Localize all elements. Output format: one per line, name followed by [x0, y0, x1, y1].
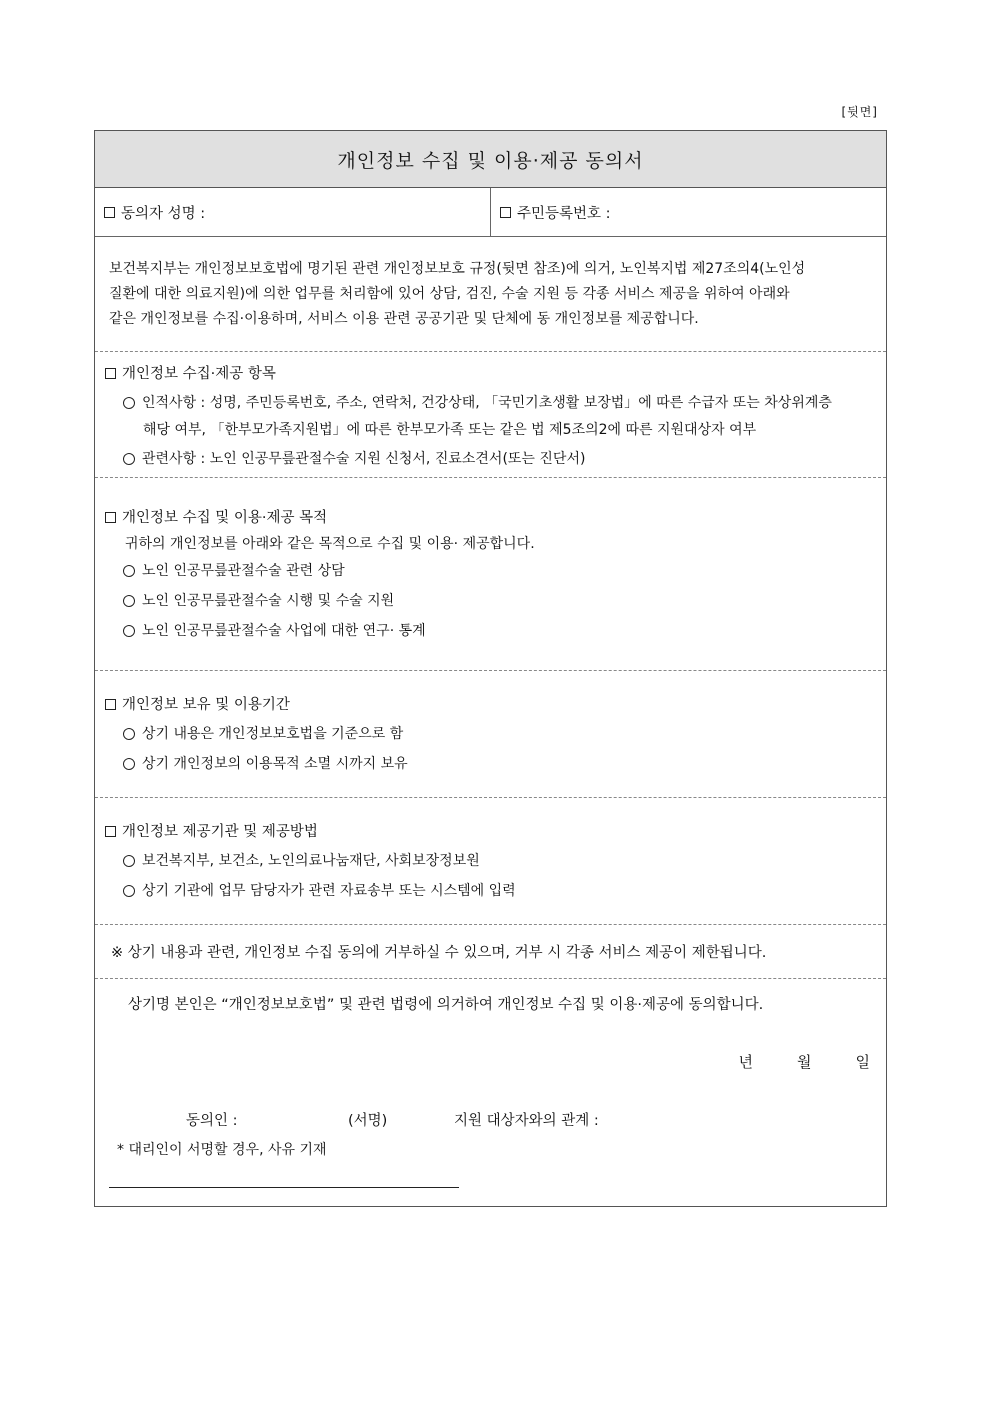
purpose-item-text: 노인 인공무릎관절수술 관련 상담 — [142, 563, 345, 579]
checkbox-icon — [105, 368, 116, 379]
consenter-info-row — [95, 188, 886, 237]
signer-label: 동의인 : — [186, 1113, 238, 1129]
consent-form — [94, 130, 887, 1207]
retention-section — [95, 671, 886, 798]
items-heading-text: 개인정보 수집·제공 항목 — [122, 366, 276, 382]
checkbox-icon — [105, 512, 116, 523]
retention-heading — [105, 691, 876, 719]
provider-item-text: 보건복지부, 보건소, 노인의료나눔재단, 사회보장정보원 — [142, 853, 480, 869]
checkbox-icon — [500, 207, 511, 218]
purpose-item-text: 노인 인공무릎관절수술 사업에 대한 연구· 통계 — [142, 623, 426, 639]
notice-section — [95, 925, 886, 979]
consenter-name-field[interactable] — [95, 188, 490, 236]
retention-item — [105, 719, 876, 749]
provider-section — [95, 798, 886, 925]
resident-number-label: 주민등록번호 : — [517, 205, 611, 222]
date-row — [739, 1051, 871, 1072]
circle-bullet-icon — [123, 397, 135, 409]
related-info-text: 관련사항 : 노인 인공무릎관절수술 지원 신청서, 진료소견서(또는 진단서) — [142, 451, 586, 467]
purpose-item — [105, 556, 876, 586]
purpose-subtext: 귀하의 개인정보를 아래와 같은 목적으로 수집 및 이용· 제공합니다. — [125, 536, 535, 552]
personal-info-line1: 인적사항 : 성명, 주민등록번호, 주소, 연락처, 건강상태, 「국민기초생활 보장법」에 따른 수급자 또는 차상위계층 — [142, 395, 832, 411]
related-info-item — [105, 444, 876, 474]
circle-bullet-icon — [123, 453, 135, 465]
retention-heading-text: 개인정보 보유 및 이용기간 — [122, 697, 290, 713]
retention-item-text: 상기 개인정보의 이용목적 소멸 시까지 보유 — [142, 756, 408, 772]
page-label: [뒷면] — [841, 105, 878, 119]
relation-label: 지원 대상자와의 관계 : — [454, 1113, 599, 1129]
personal-info-line2: 해당 여부, 「한부모가족지원법」에 따른 한부모가족 또는 같은 법 제5조의2에 따른 지원대상자 여부 — [143, 422, 757, 438]
personal-info-item — [105, 388, 876, 417]
date-day-label: 일 — [855, 1053, 870, 1071]
retention-item — [105, 749, 876, 779]
purpose-item-text: 노인 인공무릎관절수술 시행 및 수술 지원 — [142, 593, 395, 609]
resident-number-field[interactable] — [490, 188, 886, 236]
signature-underline — [109, 1187, 459, 1188]
consenter-name-label: 동의자 성명 : — [121, 205, 206, 222]
consent-section — [95, 979, 886, 1206]
circle-bullet-icon — [123, 885, 135, 897]
intro-line: 질환에 대한 의료지원)에 의한 업무를 처리함에 있어 상담, 검진, 수술 지원 등 각종 서비스 제공을 위하여 아래와 — [109, 286, 790, 302]
date-month-label: 월 — [797, 1053, 812, 1071]
circle-bullet-icon — [123, 625, 135, 637]
circle-bullet-icon — [123, 758, 135, 770]
form-title: 개인정보 수집 및 이용·제공 동의서 — [95, 131, 886, 188]
date-year-label: 년 — [738, 1053, 753, 1071]
circle-bullet-icon — [123, 728, 135, 740]
circle-bullet-icon — [123, 855, 135, 867]
proxy-note: * 대리인이 서명할 경우, 사유 기재 — [117, 1142, 327, 1158]
provider-item-text: 상기 기관에 업무 담당자가 관련 자료송부 또는 시스템에 입력 — [142, 883, 516, 899]
intro-line: 보건복지부는 개인정보보호법에 명기된 관련 개인정보보호 규정(뒷면 참조)에 의거, 노인복지법 제27조의4(노인성 — [109, 261, 806, 277]
checkbox-icon — [105, 699, 116, 710]
provider-heading — [105, 818, 876, 846]
purpose-heading — [105, 504, 876, 532]
intro-line: 같은 개인정보를 수집·이용하며, 서비스 이용 관련 공공기관 및 단체에 동 개인정보를 제공합니다. — [109, 311, 699, 327]
provider-item — [105, 876, 876, 906]
signature-field[interactable]: (서명) — [348, 1113, 388, 1129]
consent-statement: 상기명 본인은 “개인정보보호법” 및 관련 법령에 의거하여 개인정보 수집 및 이용·제공에 동의합니다. — [128, 997, 764, 1013]
items-heading — [105, 360, 876, 388]
circle-bullet-icon — [123, 565, 135, 577]
checkbox-icon — [104, 207, 115, 218]
purpose-heading-text: 개인정보 수집 및 이용·제공 목적 — [122, 510, 328, 526]
provider-heading-text: 개인정보 제공기관 및 제공방법 — [122, 824, 318, 840]
retention-item-text: 상기 내용은 개인정보보호법을 기준으로 함 — [142, 726, 404, 742]
purpose-section — [95, 478, 886, 671]
purpose-item — [105, 586, 876, 616]
provider-item — [105, 846, 876, 876]
items-section — [95, 352, 886, 478]
checkbox-icon — [105, 826, 116, 837]
purpose-item — [105, 616, 876, 646]
refusal-notice: ※ 상기 내용과 관련, 개인정보 수집 동의에 거부하실 수 있으며, 거부 시 각종 서비스 제공이 제한됩니다. — [111, 945, 767, 961]
intro-section — [95, 237, 886, 352]
circle-bullet-icon — [123, 595, 135, 607]
